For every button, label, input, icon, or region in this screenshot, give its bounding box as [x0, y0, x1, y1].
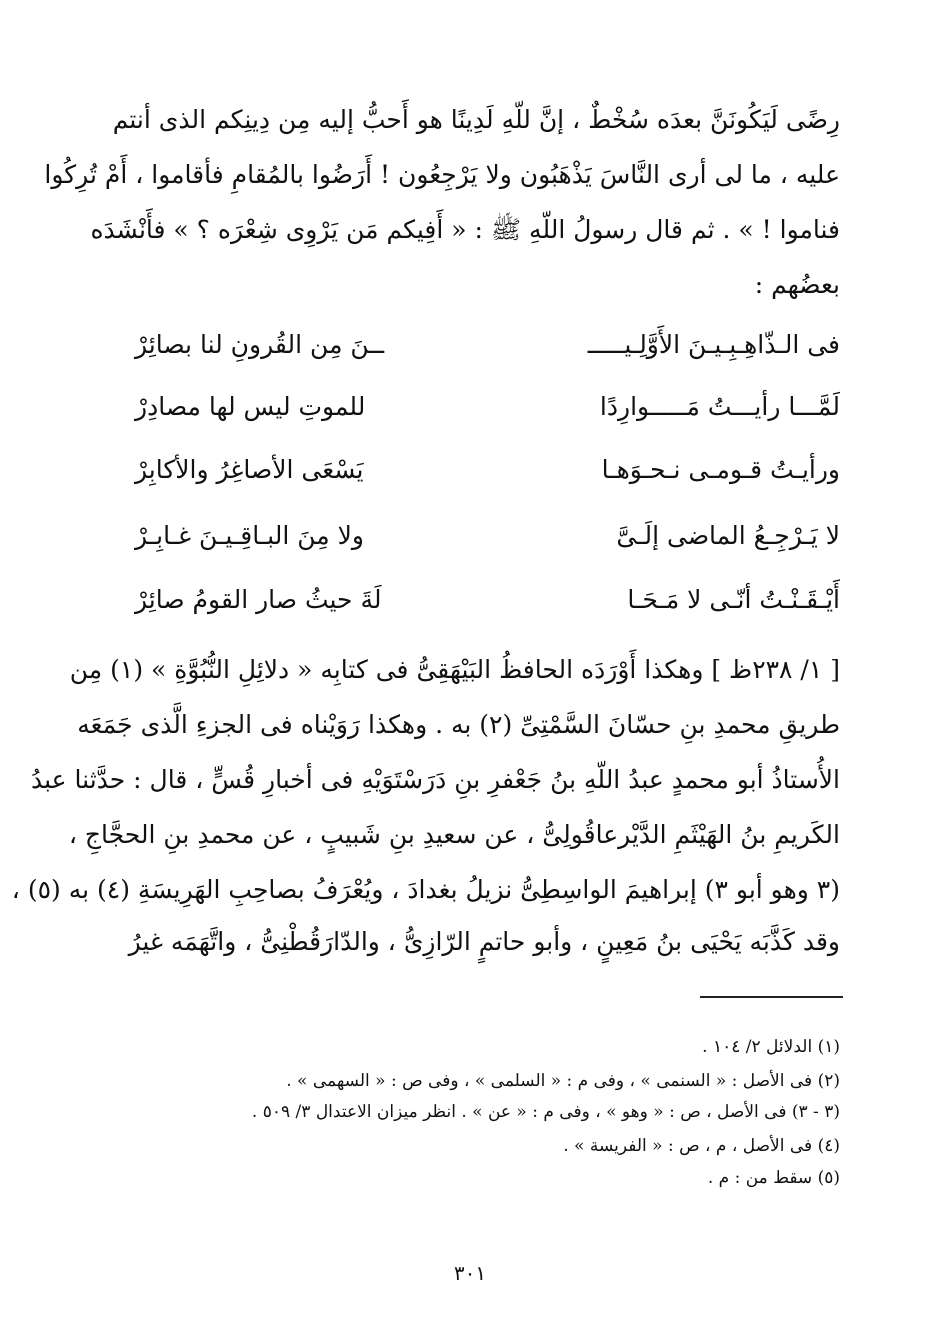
- footnote-divider: [700, 996, 843, 998]
- verse-first-hemistich: لَمَّـــا رأيـــتُ مَـــــوارِدًا: [599, 392, 840, 421]
- verse-line: [135, 570, 840, 630]
- verse-first-hemistich: فى الـذّاهِـبِـيـنَ الأَوَّلِـيـــــ: [587, 330, 840, 359]
- verse-second-hemistich: ولا مِنَ البـاقِـيـنَ غـابِـرْ: [135, 521, 364, 550]
- verse-second-hemistich: ــنَ مِن القُرونِ لنا بصائِرْ: [135, 330, 385, 359]
- verse-second-hemistich: يَسْعَى الأصاغِرُ والأكابِرْ: [135, 455, 364, 484]
- prose-line: [ ١/ ٢٣٨ظ ] وهكذا أَوْرَدَه الحافظُ البَيْهَقِىُّ فى كتابِه « دلائِلِ النُّبُوَّةِ » (١) مِن: [69, 655, 840, 684]
- page-number: ٣٠١: [453, 1261, 487, 1285]
- prose-line: الكَريمِ بنُ الهَيْثَمِ الدَّيْرعاقُولِىُّ ، عن سعيدِ بنِ شَبيبٍ ، عن محمدِ بنِ الحجَّاجِ ،: [68, 820, 840, 849]
- prose-line: وقد كَذَّبَه يَحْيَى بنُ مَعِينٍ ، وأبو حاتمٍ الرّازِىُّ ، والدّارَقُطْنِىُّ ، واتَّهَمَه غيرُ: [128, 927, 840, 956]
- verse-line: [135, 377, 840, 437]
- footnote: (٣ - ٣) فى الأصل ، ص : « وهو » ، وفى م : « عن » . انظر ميزان الاعتدال ٣/ ٥٠٩ .: [251, 1102, 840, 1122]
- prose-line: بعضُهم :: [754, 270, 840, 299]
- prose-line: رِضًى لَيَكُونَنَّ بعدَه سُخْطٌ ، إنَّ للّهِ لَدِينًا هو أَحبُّ إليه مِن دِينِكم الذى أنتم: [112, 105, 840, 134]
- verse-second-hemistich: للموتِ ليس لها مصادِرْ: [135, 392, 366, 421]
- verse-line: [135, 506, 840, 566]
- verse-first-hemistich: لا يَـرْجِـعُ الماضى إلَـىَّ: [616, 521, 840, 550]
- footnote: (٢) فى الأصل : « السنمى » ، وفى م : « السلمى » ، وفى ص : « السهمى » .: [286, 1071, 840, 1091]
- prose-line: عليه ، ما لى أرى النَّاسَ يَذْهَبُون ولا يَرْجِعُون ! أَرَضُوا بالمُقامِ فأقاموا ، أَمْ تُرِكُوا: [44, 160, 840, 189]
- prose-line: طريقِ محمدِ بنِ حسّانَ السَّمْتِىِّ (٢) به . وهكذا رَوَيْناه فى الجزءِ الَّذى جَمَعَه: [77, 710, 840, 739]
- prose-line: (٣ وهو أبو ٣) إبراهيمَ الواسِطِىُّ نزيلُ بغدادَ ، ويُعْرَفُ بصاحِبِ الهَرِيسَةِ (٤) به (٥) ،: [11, 875, 840, 904]
- verse-first-hemistich: ورأيـتُ قـومـى نـحـوَهـا: [601, 455, 840, 484]
- prose-line: الأُستاذُ أبو محمدٍ عبدُ اللّهِ بنُ جَعْفرِ بنِ دَرَسْتَوَيْهِ فى أخبارِ قُسٍّ ، قال : حدَّثنا عبدُ: [31, 765, 840, 794]
- footnote: (٥) سقط من : م .: [707, 1168, 840, 1188]
- verse-line: [135, 315, 840, 375]
- footnote: (١) الدلائل ٢/ ١٠٤ .: [702, 1037, 840, 1057]
- verse-first-hemistich: أَيْـقَـنْـتُ أنّـى لا مَـحَـا: [627, 585, 840, 614]
- footnote: (٤) فى الأصل ، م ، ص : « الفريسة » .: [563, 1136, 840, 1156]
- prose-line: فناموا ! » . ثم قال رسولُ اللّهِ ﷺ : « أَفِيكم مَن يَرْوِى شِعْرَه ؟ » فأَنْشَدَه: [90, 215, 840, 244]
- verse-line: [135, 440, 840, 500]
- verse-second-hemistich: لَةَ حيثُ صار القومُ صائِرْ: [135, 585, 382, 614]
